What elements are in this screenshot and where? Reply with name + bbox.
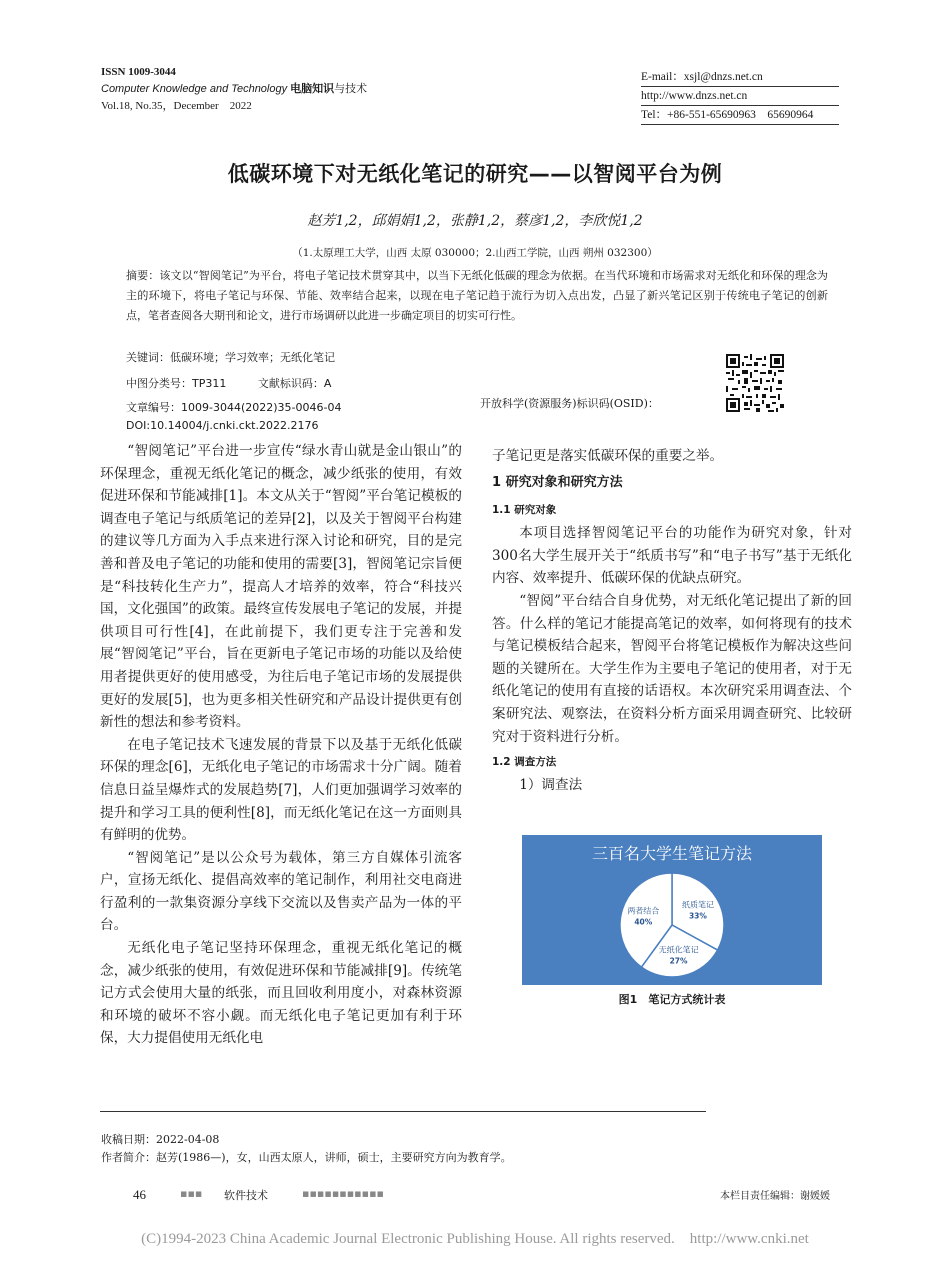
article-number-value: 1009-3044(2022)35-0046-04	[181, 401, 342, 414]
paragraph-continued: 子笔记更是落实低碳环保的重要之举。	[492, 448, 724, 464]
journal-name-cn-suffix: 与技术	[334, 83, 368, 95]
journal-header-left	[101, 64, 367, 115]
abstract	[126, 266, 828, 326]
divider-dots: ▪▪▪	[180, 1187, 203, 1200]
keywords-label: 关键词：	[126, 351, 170, 364]
subsection-heading: 1.1 研究对象	[492, 504, 557, 517]
paragraph: 在电子笔记技术飞速发展的背景下以及基于无纸化低碳环保的理念[6]，无纸化电子笔记的市场需求十分广阔。随着信息日益呈爆炸式的发展趋势[7]，人们更加强调学习效率的提升和学习工具的便利性[8]，而无纸化笔记在这一方面则具有鲜明的优势。	[100, 736, 462, 844]
keywords	[126, 349, 335, 365]
journal-name-cn: 电脑知识	[290, 83, 335, 95]
journal-header-right	[641, 68, 839, 125]
subsection-heading: 1.2 调查方法	[492, 756, 557, 769]
body-column-right	[492, 445, 852, 797]
copyright-notice: (C)1994-2023 China Academic Journal Electronic Publishing House. All rights reserved. http://www.cnki.net	[141, 1231, 809, 1247]
journal-tel: Tel：+86-551-65690963 65690964	[641, 106, 839, 125]
paper-title: 低碳环境下对无纸化笔记的研究——以智阅平台为例	[227, 162, 723, 186]
keywords-text: 低碳环境；学习效率；无纸化笔记	[170, 351, 335, 364]
paragraph: “智阅”平台结合自身优势，对无纸化笔记提出了新的回答。什么样的笔记才能提高笔记的效率，如何将现有的技术与笔记模板结合起来，智阅平台将笔记模板作为解决这些问题的关键所在。大学生作为主要电子笔记的使用者，对于无纸化笔记的使用有直接的话语权。本次研究采用调查法、个案研究法、观察法，在资料分析方面采用调查研究、比较研究对于资料进行分析。	[492, 592, 852, 745]
paragraph: 无纸化电子笔记坚持环保理念，重视无纸化笔记的概念，减少纸张的使用，有效促进环保和节能减排[9]。传统笔记方式会使用大量的纸张，而且回收利用度小，对森林资源和环境的破坏不容小觑。而无纸化电子笔记更加有利于环保，大力提倡使用无纸化电	[100, 940, 462, 1047]
slice-category-label: 两者结合	[627, 906, 660, 916]
doc-code-label: 文献标识码：	[257, 377, 324, 390]
qr-code-icon[interactable]	[726, 354, 784, 412]
journal-name-en: Computer Knowledge and Technology	[101, 83, 288, 95]
received-date: 收稿日期：2022-04-08	[101, 1133, 220, 1146]
journal-name	[101, 81, 367, 98]
issn: ISSN 1009-3044	[101, 66, 176, 78]
abstract-text: 该文以“智阅笔记”为平台，将电子笔记技术贯穿其中，以当下无纸化低碳的理念为依据。在当代环境和市场需求对无纸化和环保的理念为主的环境下，将电子笔记与环保、节能、效率结合起来，以现在电子笔记趋于流行为切入点出发，凸显了新兴笔记区别于传统电子笔记的创新点，笔者查阅各大期刊和论文，进行市场调研以此进一步确定项目的切实可行性。	[126, 269, 828, 322]
volume-info: Vol.18, No.35，December 2022	[101, 100, 252, 112]
figure-caption: 图1 笔记方式统计表	[618, 993, 726, 1006]
responsible-editor: 本栏目责任编辑：谢媛媛	[720, 1191, 830, 1202]
page-number: 46	[133, 1187, 146, 1202]
doi: DOI:10.14004/j.cnki.ckt.2022.2176	[126, 419, 319, 432]
slice-category-label: 纸质笔记	[681, 900, 714, 910]
paragraph: 本项目选择智阅笔记平台的功能作为研究对象，针对300名大学生展开关于“纸质书写”和“电子书写”基于无纸化内容、效率提升、低碳环保的优缺点研究。	[492, 525, 852, 587]
author-bio: 作者简介：赵芳(1986—)，女，山西太原人，讲师，硕士，主要研究方向为教育学。	[101, 1151, 512, 1164]
slice-value-label: 27%	[669, 956, 688, 966]
slice-value-label: 33%	[688, 911, 707, 921]
affiliation: （1.太原理工大学，山西 太原 030000；2.山西工学院，山西 朔州 032300）	[292, 247, 658, 259]
body-column-left	[100, 440, 462, 1050]
classification-value: TP311	[192, 377, 227, 390]
journal-email: E-mail：xsjl@dnzs.net.cn	[641, 68, 839, 87]
method-label: 1）调查法	[519, 777, 583, 794]
slice-value-label: 40%	[634, 917, 653, 927]
paragraph: “智阅笔记”是以公众号为载体，第三方自媒体引流客户，宣扬无纸化、提倡高效率的笔记制作，利用社交电商进行盈利的一款集资源分享线下交流以及售卖产品为一体的平台。	[100, 849, 462, 934]
paragraph: “智阅笔记”平台进一步宣传“绿水青山就是金山银山”的环保理念，重视无纸化笔记的概念，减少纸张的使用，有效促进环保和节能减排[1]。本文从关于“智阅”平台笔记模板的调查电子笔记与纸质笔记的差异[2]，以及关于智阅平台构建的建议等几方面为入手点来进行深入讨论和研究，目的是完善和普及电子笔记的功能和使用的需要[3]，智阅笔记宗旨便是“科技转化生产力”，提高人才培养的效率，符合“科技兴国，文化强国”的政策。最终宣传发展电子笔记的发展，并提供项目可行性[4]，在此前提下，我们更专注于完善和发展“智阅笔记”平台，旨在更新电子笔记市场的功能以及给使用者提供更好的使用感受，为往后电子笔记市场的发展提供更好的发展[5]，也为更多相关性研究和产品设计提供更有创新性的想法和参考资料。	[100, 443, 462, 731]
figure-1	[522, 835, 822, 985]
classification-label: 中图分类号：	[126, 377, 192, 390]
footnote-rule	[100, 1111, 706, 1112]
classification-line	[126, 375, 331, 391]
osid-label: 开放科学(资源服务)标识码(OSID)：	[480, 397, 659, 410]
section-name: 软件技术	[224, 1189, 268, 1202]
author-list: 赵芳1,2，邱娟娟1,2，张静1,2，蔡彦1,2，李欣悦1,2	[307, 213, 643, 229]
journal-website: http://www.dnzs.net.cn	[641, 87, 839, 106]
divider-dots: ▪▪▪▪▪▪▪▪▪▪▪	[302, 1187, 385, 1200]
section-heading: 1 研究对象和研究方法	[492, 474, 623, 490]
article-number	[126, 399, 341, 415]
slice-category-label: 无纸化笔记	[658, 945, 699, 955]
chart-title: 三百名大学生笔记方法	[591, 844, 753, 863]
doc-code-value: A	[323, 377, 332, 390]
pie-chart	[522, 835, 822, 985]
article-number-label: 文章编号：	[126, 401, 181, 414]
abstract-label: 摘要：	[126, 269, 160, 282]
